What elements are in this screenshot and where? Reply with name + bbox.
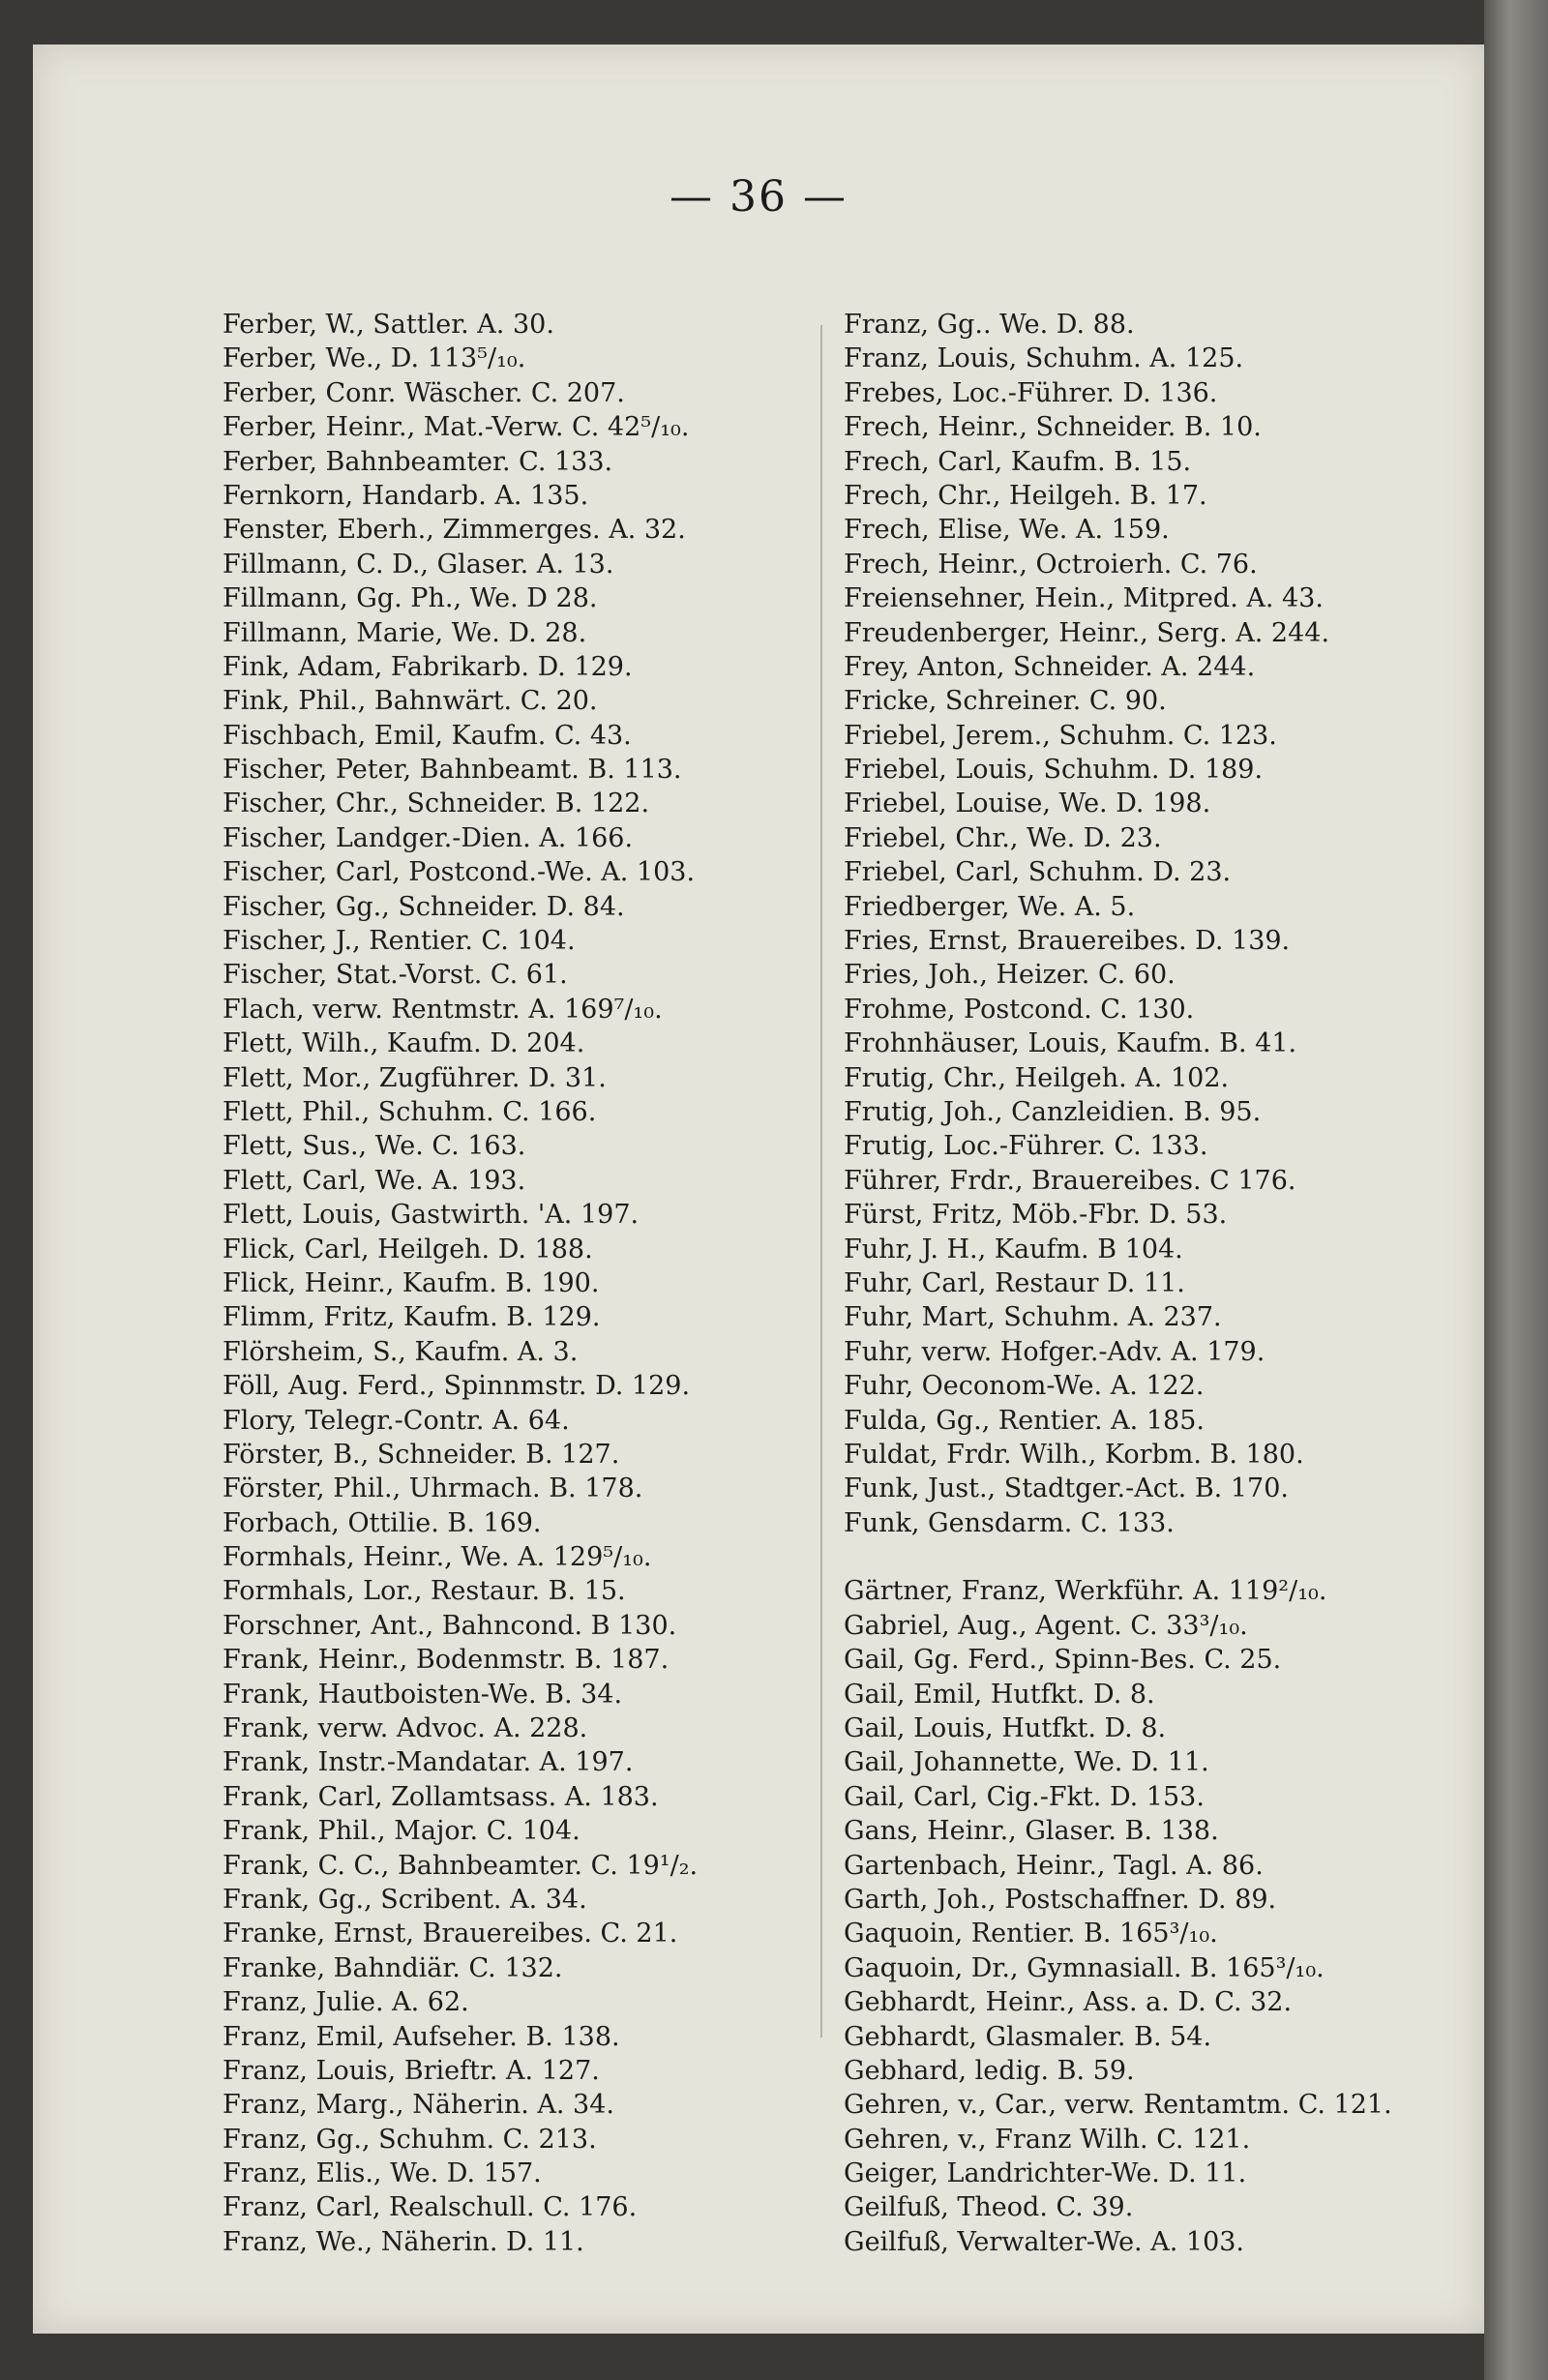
directory-entry: Flett, Carl, We. A. 193.: [223, 1165, 526, 1196]
directory-entry: Fuldat, Frdr. Wilh., Korbm. B. 180.: [844, 1439, 1304, 1470]
directory-entry: Fuhr, Carl, Restaur D. 11.: [844, 1267, 1185, 1298]
directory-entry: Ferber, W., Sattler. A. 30.: [223, 310, 554, 340]
directory-entry: Franz, Carl, Realschull. C. 176.: [223, 2192, 638, 2223]
book-page: [33, 45, 1484, 2334]
directory-entry: Gaquoin, Rentier. B. 165³/₁₀.: [844, 1919, 1218, 1949]
directory-entry: Fink, Phil., Bahnwärt. C. 20.: [223, 686, 598, 717]
directory-entry: Franz, Marg., Näherin. A. 34.: [223, 2090, 614, 2121]
directory-entry: Franke, Ernst, Brauereibes. C. 21.: [223, 1919, 678, 1949]
directory-entry: Frohnhäuser, Louis, Kaufm. B. 41.: [844, 1028, 1297, 1059]
directory-entry: Gabriel, Aug., Agent. C. 33³/₁₀.: [844, 1610, 1248, 1641]
directory-entry: Funk, Gensdarm. C. 133.: [844, 1507, 1175, 1538]
directory-entry: Frank, verw. Advoc. A. 228.: [223, 1713, 588, 1744]
directory-entry: Flörsheim, S., Kaufm. A. 3.: [223, 1336, 579, 1367]
directory-entry: Fürst, Fritz, Möb.-Fbr. D. 53.: [844, 1200, 1228, 1231]
directory-entry: Fuhr, Mart, Schuhm. A. 237.: [844, 1302, 1222, 1333]
left-column: [223, 308, 698, 2259]
directory-entry: Friebel, Jerem., Schuhm. C. 123.: [844, 720, 1277, 751]
directory-entry: Fernkorn, Handarb. A. 135.: [223, 480, 589, 511]
directory-entry: Frank, Phil., Major. C. 104.: [223, 1816, 580, 1847]
page-number: — 36 —: [670, 172, 848, 222]
directory-entry: Fuhr, Oeconom-We. A. 122.: [844, 1371, 1205, 1402]
directory-entry: Frech, Carl, Kaufm. B. 15.: [844, 446, 1192, 477]
directory-entry: Geilfuß, Theod. C. 39.: [844, 2192, 1134, 2223]
directory-entry: Gebhardt, Heinr., Ass. a. D. C. 32.: [844, 1987, 1293, 2018]
directory-entry: Fink, Adam, Fabrikarb. D. 129.: [223, 651, 633, 682]
right-column: [844, 308, 1392, 2259]
directory-entry: Friebel, Carl, Schuhm. D. 23.: [844, 857, 1232, 888]
directory-entry: Führer, Frdr., Brauereibes. C 176.: [844, 1165, 1296, 1196]
directory-entry: Fischer, J., Rentier. C. 104.: [223, 926, 576, 957]
directory-entry: Gail, Gg. Ferd., Spinn-Bes. C. 25.: [844, 1645, 1282, 1676]
directory-entry: Franz, Julie. A. 62.: [223, 1987, 469, 2018]
directory-entry: Ferber, Bahnbeamter. C. 133.: [223, 446, 613, 477]
directory-entry: Fillmann, Gg. Ph., We. D 28.: [223, 583, 598, 614]
directory-entry: Franz, Gg., Schuhm. C. 213.: [223, 2124, 597, 2155]
directory-entry: Geilfuß, Verwalter-We. A. 103.: [844, 2226, 1245, 2257]
directory-entry: Friebel, Chr., We. D. 23.: [844, 822, 1162, 853]
directory-entry: Franz, We., Näherin. D. 11.: [223, 2226, 584, 2257]
directory-entry: Flick, Heinr., Kaufm. B. 190.: [223, 1267, 600, 1298]
directory-entry: Franke, Bahndiär. C. 132.: [223, 1952, 563, 1983]
directory-entry: Frech, Heinr., Octroierh. C. 76.: [844, 549, 1258, 580]
directory-entry: Ferber, Heinr., Mat.-Verw. C. 42⁵/₁₀.: [223, 412, 690, 443]
directory-entry: Forbach, Ottilie. B. 169.: [223, 1507, 542, 1538]
directory-entry: Funk, Just., Stadtger.-Act. B. 170.: [844, 1473, 1289, 1504]
directory-entry: Fries, Joh., Heizer. C. 60.: [844, 960, 1176, 991]
directory-entry: Friebel, Louis, Schuhm. D. 189.: [844, 755, 1264, 786]
directory-entry: Flett, Sus., We. C. 163.: [223, 1131, 526, 1162]
directory-entry: Gail, Emil, Hutfkt. D. 8.: [844, 1679, 1155, 1710]
directory-entry: Flett, Louis, Gastwirth. 'A. 197.: [223, 1200, 640, 1231]
directory-entry: Gaquoin, Dr., Gymnasiall. B. 165³/₁₀.: [844, 1952, 1325, 1983]
directory-entry: Frank, Instr.-Mandatar. A. 197.: [223, 1747, 634, 1778]
directory-entry: [844, 1540, 1392, 1574]
directory-entry: Fischer, Landger.-Dien. A. 166.: [223, 822, 634, 853]
directory-entry: Franz, Elis., We. D. 157.: [223, 2158, 542, 2189]
directory-entry: Fischer, Chr., Schneider. B. 122.: [223, 788, 650, 819]
directory-entry: Fuhr, J. H., Kaufm. B 104.: [844, 1234, 1183, 1264]
directory-entry: Gebhardt, Glasmaler. B. 54.: [844, 2021, 1212, 2052]
directory-entry: Frank, Gg., Scribent. A. 34.: [223, 1884, 587, 1915]
directory-entry: Frank, C. C., Bahnbeamter. C. 19¹/₂.: [223, 1850, 699, 1881]
directory-entry: Föll, Aug. Ferd., Spinnmstr. D. 129.: [223, 1371, 691, 1402]
directory-entry: Gehren, v., Franz Wilh. C. 121.: [844, 2124, 1251, 2155]
directory-entry: Frank, Carl, Zollamtsass. A. 183.: [223, 1781, 659, 1812]
directory-entry: Fuhr, verw. Hofger.-Adv. A. 179.: [844, 1336, 1265, 1367]
directory-entry: Frutig, Joh., Canzleidien. B. 95.: [844, 1096, 1262, 1127]
directory-entry: Fries, Ernst, Brauereibes. D. 139.: [844, 926, 1291, 957]
directory-entry: Förster, B., Schneider. B. 127.: [223, 1439, 620, 1470]
directory-entry: Förster, Phil., Uhrmach. B. 178.: [223, 1473, 643, 1504]
column-divider: [820, 325, 822, 2038]
directory-entry: Gartenbach, Heinr., Tagl. A. 86.: [844, 1850, 1264, 1881]
directory-entry: Frank, Heinr., Bodenmstr. B. 187.: [223, 1645, 670, 1676]
directory-entry: Frech, Chr., Heilgeh. B. 17.: [844, 480, 1207, 511]
directory-entry: Ferber, We., D. 113⁵/₁₀.: [223, 343, 526, 374]
directory-entry: Gail, Carl, Cig.-Fkt. D. 153.: [844, 1781, 1205, 1812]
directory-entry: Gans, Heinr., Glaser. B. 138.: [844, 1816, 1219, 1847]
directory-entry: Frutig, Loc.-Führer. C. 133.: [844, 1131, 1208, 1162]
directory-entry: Fulda, Gg., Rentier. A. 185.: [844, 1405, 1205, 1436]
directory-entry: Ferber, Conr. Wäscher. C. 207.: [223, 377, 625, 408]
directory-entry: Frohme, Postcond. C. 130.: [844, 994, 1195, 1025]
directory-entry: Fischer, Stat.-Vorst. C. 61.: [223, 960, 568, 991]
directory-entry: Franz, Emil, Aufseher. B. 138.: [223, 2021, 620, 2052]
directory-entry: Freudenberger, Heinr., Serg. A. 244.: [844, 617, 1330, 648]
directory-entry: Freiensehner, Hein., Mitpred. A. 43.: [844, 583, 1324, 614]
directory-entry: Frech, Elise, We. A. 159.: [844, 515, 1170, 546]
directory-entry: Frey, Anton, Schneider. A. 244.: [844, 651, 1256, 682]
directory-entry: Fischer, Peter, Bahnbeamt. B. 113.: [223, 755, 682, 786]
directory-entry: Flett, Phil., Schuhm. C. 166.: [223, 1096, 597, 1127]
directory-entry: Franz, Louis, Schuhm. A. 125.: [844, 343, 1244, 374]
directory-entry: Frebes, Loc.-Führer. D. 136.: [844, 377, 1218, 408]
directory-entry: Fillmann, C. D., Glaser. A. 13.: [223, 549, 614, 580]
directory-entry: Flimm, Fritz, Kaufm. B. 129.: [223, 1302, 601, 1333]
directory-entry: Garth, Joh., Postschaffner. D. 89.: [844, 1884, 1277, 1915]
directory-entry: Frech, Heinr., Schneider. B. 10.: [844, 412, 1262, 443]
directory-entry: Flach, verw. Rentmstr. A. 169⁷/₁₀.: [223, 994, 663, 1025]
directory-entry: Frank, Hautboisten-We. B. 34.: [223, 1679, 623, 1710]
directory-entry: Fischer, Carl, Postcond.-We. A. 103.: [223, 857, 696, 888]
directory-entry: Friebel, Louise, We. D. 198.: [844, 788, 1211, 819]
directory-entry: Flett, Mor., Zugführer. D. 31.: [223, 1062, 607, 1093]
directory-entry: Fillmann, Marie, We. D. 28.: [223, 617, 587, 648]
directory-entry: Franz, Louis, Brieftr. A. 127.: [223, 2055, 600, 2086]
directory-entry: Frutig, Chr., Heilgeh. A. 102.: [844, 1062, 1230, 1093]
directory-entry: Flett, Wilh., Kaufm. D. 204.: [223, 1028, 585, 1059]
directory-entry: Gärtner, Franz, Werkführ. A. 119²/₁₀.: [844, 1576, 1327, 1607]
directory-entry: Forschner, Ant., Bahncond. B 130.: [223, 1610, 677, 1641]
directory-entry: Flory, Telegr.-Contr. A. 64.: [223, 1405, 570, 1436]
directory-entry: Flick, Carl, Heilgeh. D. 188.: [223, 1234, 593, 1264]
directory-entry: Gehren, v., Car., verw. Rentamtm. C. 121.: [844, 2090, 1392, 2121]
directory-entry: Gail, Louis, Hutfkt. D. 8.: [844, 1713, 1167, 1744]
directory-entry: Fricke, Schreiner. C. 90.: [844, 686, 1167, 717]
directory-entry: Franz, Gg.. We. D. 88.: [844, 310, 1135, 340]
directory-entry: Geiger, Landrichter-We. D. 11.: [844, 2158, 1247, 2189]
directory-entry: Formhals, Lor., Restaur. B. 15.: [223, 1576, 626, 1607]
directory-entry: Fischbach, Emil, Kaufm. C. 43.: [223, 720, 632, 751]
directory-entry: Gebhard, ledig. B. 59.: [844, 2055, 1135, 2086]
directory-entry: Gail, Johannette, We. D. 11.: [844, 1747, 1209, 1778]
directory-entry: Formhals, Heinr., We. A. 129⁵/₁₀.: [223, 1542, 652, 1573]
book-edge: [1484, 0, 1548, 2380]
directory-entry: Fischer, Gg., Schneider. D. 84.: [223, 891, 625, 922]
directory-entry: Friedberger, We. A. 5.: [844, 891, 1136, 922]
directory-entry: Fenster, Eberh., Zimmerges. A. 32.: [223, 515, 686, 546]
